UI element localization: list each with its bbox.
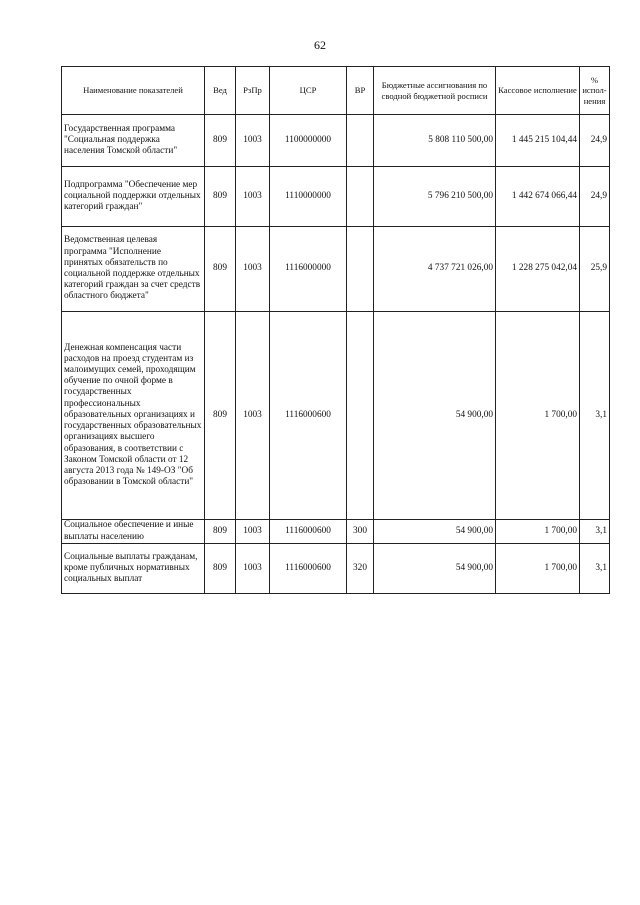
row-vr: 300 bbox=[347, 520, 374, 544]
row-percent: 3,1 bbox=[580, 544, 610, 594]
row-rzpr: 1003 bbox=[236, 312, 270, 520]
row-percent: 3,1 bbox=[580, 520, 610, 544]
row-cash-execution: 1 700,00 bbox=[496, 544, 580, 594]
row-csr: 1116000600 bbox=[270, 544, 347, 594]
row-cash-execution: 1 700,00 bbox=[496, 312, 580, 520]
header-csr: ЦСР bbox=[270, 67, 347, 115]
row-ved: 809 bbox=[205, 544, 236, 594]
row-ved: 809 bbox=[205, 167, 236, 227]
row-assignments: 4 737 721 026,00 bbox=[374, 227, 496, 312]
row-assignments: 5 808 110 500,00 bbox=[374, 115, 496, 167]
table-row bbox=[62, 544, 610, 594]
row-csr: 1116000000 bbox=[270, 227, 347, 312]
budget-execution-table bbox=[61, 66, 610, 594]
row-percent: 25,9 bbox=[580, 227, 610, 312]
table-row bbox=[62, 167, 610, 227]
row-rzpr: 1003 bbox=[236, 544, 270, 594]
table-row bbox=[62, 312, 610, 520]
row-percent: 24,9 bbox=[580, 167, 610, 227]
row-percent: 3,1 bbox=[580, 312, 610, 520]
row-vr: 320 bbox=[347, 544, 374, 594]
row-vr bbox=[347, 227, 374, 312]
table-row bbox=[62, 520, 610, 544]
row-name: Денежная компенсация части расходов на проезд студентам из малоимущих семей, проходящим обучение по очной форме в государственных профессиональных образовательных организациях и государственных образовательных организациях высшего образования, в соответствии с Законом Томской области от 12 августа 2013 года № 149-ОЗ "Об образовании в Томской области" bbox=[62, 312, 205, 520]
table-row bbox=[62, 227, 610, 312]
row-cash-execution: 1 442 674 066,44 bbox=[496, 167, 580, 227]
row-name: Ведомственная целевая программа "Исполнение принятых обязательств по социальной поддержке отдельных категорий граждан за счет средств областного бюджета" bbox=[62, 227, 205, 312]
row-csr: 1116000600 bbox=[270, 312, 347, 520]
row-cash-execution: 1 445 215 104,44 bbox=[496, 115, 580, 167]
row-name: Подпрограмма "Обеспечение мер социальной поддержки отдельных категорий граждан" bbox=[62, 167, 205, 227]
row-assignments: 54 900,00 bbox=[374, 544, 496, 594]
row-cash-execution: 1 228 275 042,04 bbox=[496, 227, 580, 312]
header-assignments: Бюджетные ассигнования по сводной бюджетной росписи bbox=[374, 67, 496, 115]
header-rzpr: РзПр bbox=[236, 67, 270, 115]
row-csr: 1116000600 bbox=[270, 520, 347, 544]
row-rzpr: 1003 bbox=[236, 227, 270, 312]
row-percent: 24,9 bbox=[580, 115, 610, 167]
row-vr bbox=[347, 312, 374, 520]
header-vr: ВР bbox=[347, 67, 374, 115]
row-rzpr: 1003 bbox=[236, 167, 270, 227]
row-rzpr: 1003 bbox=[236, 115, 270, 167]
row-ved: 809 bbox=[205, 227, 236, 312]
row-assignments: 5 796 210 500,00 bbox=[374, 167, 496, 227]
row-vr bbox=[347, 115, 374, 167]
row-name: Социальные выплаты гражданам, кроме публичных нормативных социальных выплат bbox=[62, 544, 205, 594]
row-assignments: 54 900,00 bbox=[374, 312, 496, 520]
header-ved: Вед bbox=[205, 67, 236, 115]
header-name: Наименование показателей bbox=[62, 67, 205, 115]
row-csr: 1110000000 bbox=[270, 167, 347, 227]
header-cash-execution: Кассовое исполнение bbox=[496, 67, 580, 115]
row-ved: 809 bbox=[205, 520, 236, 544]
table-row bbox=[62, 115, 610, 167]
row-name: Государственная программа "Социальная поддержка населения Томской области" bbox=[62, 115, 205, 167]
row-rzpr: 1003 bbox=[236, 520, 270, 544]
row-name: Социальное обеспечение и иные выплаты населению bbox=[62, 520, 205, 544]
table-header-row bbox=[62, 67, 610, 115]
row-vr bbox=[347, 167, 374, 227]
row-cash-execution: 1 700,00 bbox=[496, 520, 580, 544]
page-number: 62 bbox=[314, 38, 326, 52]
row-csr: 1100000000 bbox=[270, 115, 347, 167]
row-ved: 809 bbox=[205, 312, 236, 520]
row-assignments: 54 900,00 bbox=[374, 520, 496, 544]
row-ved: 809 bbox=[205, 115, 236, 167]
header-percent: % испол-нения bbox=[580, 67, 610, 115]
